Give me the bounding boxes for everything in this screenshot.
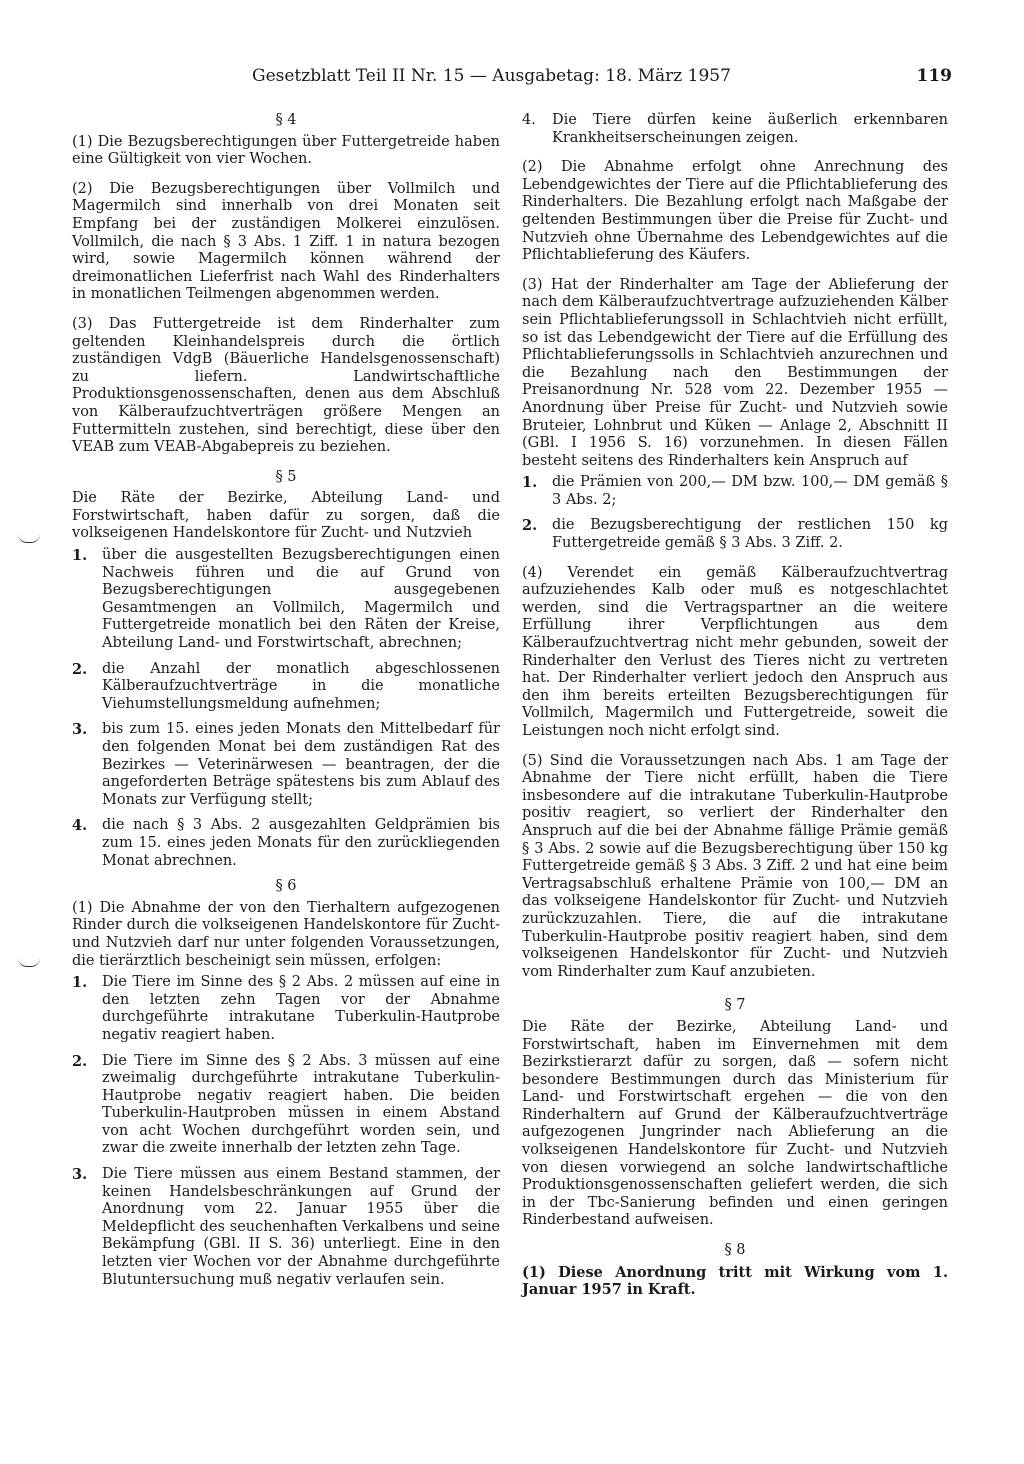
right-column: [522, 112, 948, 1311]
item-text: über die ausgestellten Bezugsberechtigungen einen Nachweis führen und die auf Grund von Bezugsberechtigungen ausgegebenen Gesamtmengen an Vollmilch, Magermilch und Futtergetreide monatlich bei den Räten der Kreise, Abteilung Land- und Forstwirtschaft, abrechnen;: [102, 547, 500, 652]
paragraph: (1) Diese Anordnung tritt mit Wirkung vom 1. Januar 1957 in Kraft.: [522, 1263, 948, 1299]
list-item: [72, 547, 500, 653]
item-text: bis zum 15. eines jeden Monats den Mittelbedarf für den folgenden Monat bei dem zuständigen Rat des Bezirkes — Veterinärwesen — beantragen, der die angeforderten Beträge spätestens bis zum Ablauf des Monats zur Verfügung stellt;: [102, 721, 500, 808]
margin-check-mark: [18, 958, 40, 967]
gazette-title: Gesetzblatt Teil II Nr. 15 — Ausgabetag: 18. März 1957: [252, 66, 731, 86]
list-item: [522, 474, 948, 509]
paragraph: (1) Die Bezugsberechtigungen über Futtergetreide haben eine Gültigkeit von vier Wochen.: [72, 133, 500, 168]
item-number: 2.: [72, 1052, 88, 1070]
item-number: 3.: [72, 1166, 88, 1184]
list-item: [72, 1166, 500, 1289]
item-number: 1.: [522, 474, 538, 492]
item-text: Die Tiere dürfen keine äußerlich erkennbaren Krankheitserscheinungen zeigen.: [552, 112, 948, 146]
section-heading: § 5: [275, 468, 297, 485]
paragraph: (1) Die Abnahme der von den Tierhaltern aufgezogenen Rinder durch die volkseigenen Handelskontore für Zucht- und Nutzvieh darf nur unter folgenden Voraussetzungen, die tierärztlich bescheinigt sein müssen, erfolgen:: [72, 899, 500, 969]
item-text: Die Tiere im Sinne des § 2 Abs. 3 müssen auf eine zweimalig durchgeführte intrakutane Tuberkulin-Hautprobe negativ reagiert haben. Die beiden Tuberkulin-Hautproben müssen in einem Abstand von acht Wochen durchgeführt worden sein, und zwar die zweite innerhalb der letzten zehn Tage.: [102, 1052, 500, 1157]
paragraph: Die Räte der Bezirke, Abteilung Land- und Forstwirtschaft, haben dafür zu sorgen, daß die volkseigenen Handelskontore für Zucht- und Nutzvieh: [72, 490, 500, 542]
list-item: [72, 1053, 500, 1159]
list-item: [522, 517, 948, 552]
paragraph: (2) Die Abnahme erfolgt ohne Anrechnung des Lebendgewichtes der Tiere auf die Pflichtablieferung des Rinderhalters. Die Bezahlung erfolgt nach Maßgabe der geltenden Bestimmungen über die Preise für Zucht- und Nutzvieh ohne Übernahme des Lebendgewichtes auf die Pflichtablieferung des Käufers.: [522, 159, 948, 264]
paragraph: (3) Hat der Rinderhalter am Tage der Ablieferung der nach dem Kälberaufzuchtvertrage aufzuziehenden Kälber sein Pflichtablieferungssoll in Schlachtvieh nicht erfüllt, so ist das Lebendgewicht der Tiere auf die Erfüllung des Pflichtablieferungssolls in Schlachtvieh anzurechnen und die Bezahlung nach den Bestimmungen der Preisanordnung Nr. 528 vom 22. Dezember 1955 — Anordnung über Preise für Zucht- und Nutzvieh sowie Bruteier, Lohnbrut und Küken — Anlage 2, Abschnitt II (GBl. I 1956 S. 16) vorzunehmen. In diesen Fällen besteht seitens des Rinderhalters kein Anspruch auf: [522, 276, 948, 469]
item-text: die nach § 3 Abs. 2 ausgezahlten Geldprämien bis zum 15. eines jeden Monats für den zurückliegenden Monat abrechnen.: [102, 817, 500, 869]
item-text: Die Tiere im Sinne des § 2 Abs. 2 müssen auf eine in den letzten zehn Tagen vor der Abnahme durchgeführte intrakutane Tuberkulin-Hautprobe negativ reagiert haben.: [102, 974, 500, 1043]
item-text: die Anzahl der monatlich abgeschlossenen Kälberaufzuchtverträge in die monatliche Viehumstellungsmeldung aufnehmen;: [102, 660, 500, 712]
section-heading: § 4: [275, 112, 297, 128]
item-number: 3.: [72, 721, 88, 739]
paragraph: (3) Das Futtergetreide ist dem Rinderhalter zum geltenden Kleinhandelspreis durch die örtlich zuständigen VdgB (Bäuerliche Handelsgenossenschaft) zu liefern. Landwirtschaftliche Produktionsgenossenschaften, denen aus dem Abschluß von Kälberaufzuchtverträgen größere Mengen an Futtermitteln zustehen, sind berechtigt, diese über den VEAB zum VEAB-Abgabepreis zu beziehen.: [72, 315, 500, 456]
page-number: 119: [916, 66, 952, 86]
item-number: 1.: [72, 547, 88, 565]
item-text: Die Tiere müssen aus einem Bestand stammen, der keinen Handelsbeschränkungen auf Grund der Anordnung vom 22. Januar 1955 über die Meldepflicht des seuchenhaften Verkalbens und seine Bekämpfung (GBl. II S. 36) unterliegt. Eine in den letzten vier Wochen vor der Abnahme durchgeführte Blutuntersuchung muß negativ verlaufen sein.: [102, 1166, 500, 1288]
section-heading: § 8: [724, 1242, 746, 1259]
item-text: die Prämien von 200,— DM bzw. 100,— DM gemäß § 3 Abs. 2;: [552, 474, 948, 508]
item-number: 1.: [72, 974, 88, 992]
list-item: [72, 661, 500, 714]
list-item: [72, 817, 500, 870]
list-item: [522, 112, 948, 147]
item-number: 4.: [522, 112, 536, 128]
paragraph: Die Räte der Bezirke, Abteilung Land- und Forstwirtschaft, haben im Einvernehmen mit dem Bezirkstierarzt dafür zu sorgen, daß — sofern nicht besondere Bestimmungen durch das Ministerium für Land- und Forstwirtschaft ergehen — die von den Rinderhaltern auf Grund der Kälberaufzuchtverträge aufgezogenen Jungrinder nach Ablieferung an die volkseigenen Handelskontore für Zucht- und Nutzvieh von diesen vorwiegend an solche landwirtschaftliche Produktionsgenossenschaften geliefert werden, die sich in der Tbc-Sanierung befinden und einen geringen Rinderbestand aufweisen.: [522, 1018, 948, 1229]
left-column: [72, 112, 500, 1297]
item-number: 4.: [72, 817, 88, 835]
section-heading: § 7: [724, 997, 746, 1014]
item-number: 2.: [72, 660, 88, 678]
paragraph: (2) Die Bezugsberechtigungen über Vollmilch und Magermilch sind innerhalb von drei Monaten seit Empfang bei der zuständigen Molkerei einzulösen. Vollmilch, die nach § 3 Abs. 1 Ziff. 1 in natura bezogen wird, sowie Magermilch können während der dreimonatlichen Lieferfrist nach Wahl des Rinderhalters in monatlichen Teilmengen abgenommen werden.: [72, 180, 500, 303]
margin-check-mark: [18, 534, 40, 543]
page-header: [252, 66, 952, 92]
list-item: [72, 721, 500, 809]
paragraph: (5) Sind die Voraussetzungen nach Abs. 1 am Tage der Abnahme der Tiere nicht erfüllt, haben die Tiere insbesondere auf die intrakutane Tuberkulin-Hautprobe positiv reagiert, so verliert der Rinderhalter den Anspruch auf die bei der Abnahme fällige Prämie gemäß § 3 Abs. 2 sowie auf die Bezugsberechtigung über 150 kg Futtergetreide gemäß § 3 Abs. 3 Ziff. 2 und hat eine beim Vertragsabschluß erhaltene Prämie von 100,— DM an das volkseigene Handelskontor für Zucht- und Nutzvieh zurückzuzahlen. Tiere, die auf die intrakutane Tuberkulin-Hautprobe positiv reagiert haben, sind dem volkseigenen Handelskontor für Zucht- und Nutzvieh vom Rinderhalter zum Kauf anzubieten.: [522, 752, 948, 980]
list-item: [72, 974, 500, 1044]
item-text: die Bezugsberechtigung der restlichen 150 kg Futtergetreide gemäß § 3 Abs. 3 Ziff. 2.: [552, 517, 948, 552]
item-number: 2.: [522, 517, 538, 535]
section-heading: § 6: [275, 878, 297, 895]
paragraph: (4) Verendet ein gemäß Kälberaufzuchtvertrag aufzuziehendes Kalb oder muß es notgeschlachtet werden, sind die Vertragspartner an die weitere Erfüllung ihrer Verpflichtungen aus dem Kälberaufzuchtvertrag nicht mehr gebunden, soweit der Rinderhalter den Verlust des Tieres nicht zu vertreten hat. Der Rinderhalter verliert jedoch den Anspruch aus den ihm bereits erteilten Bezugsberechtigungen für Vollmilch, Magermilch und Futtergetreide, soweit die Leistungen noch nicht erfolgt sind.: [522, 564, 948, 739]
